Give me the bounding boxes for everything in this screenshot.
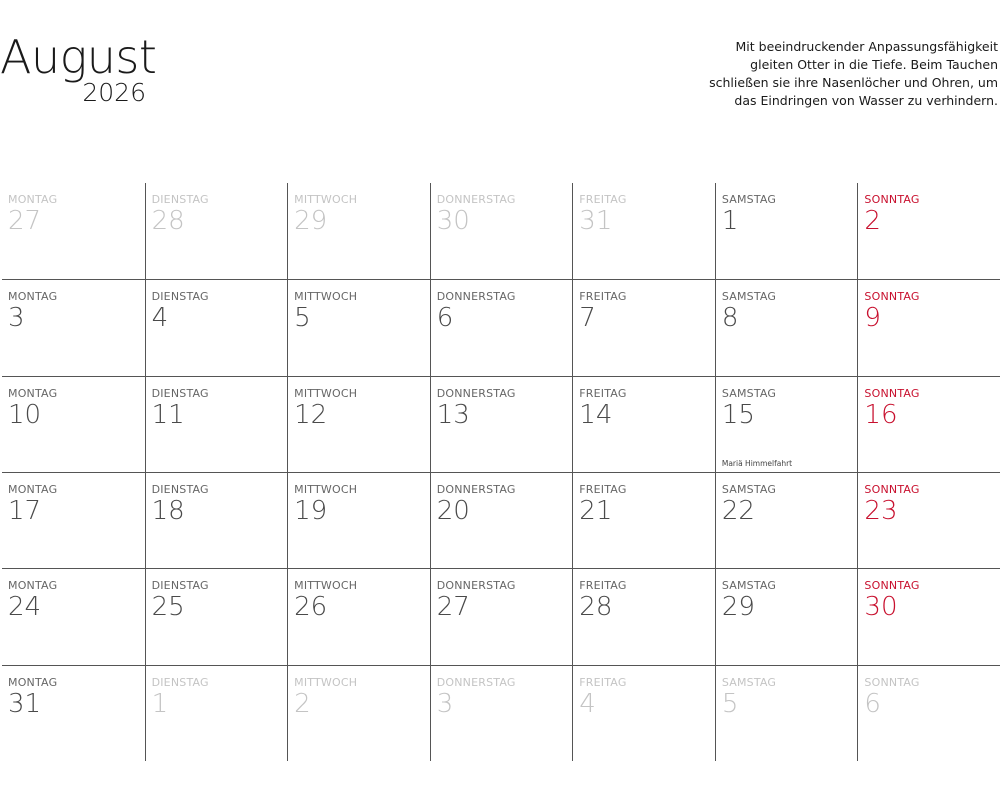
- month-title: August: [0, 30, 157, 84]
- day-cell[interactable]: [572, 665, 715, 761]
- weekday-label: MONTAG: [8, 675, 58, 689]
- weekday-label: FREITAG: [579, 483, 627, 496]
- day-cell[interactable]: [572, 376, 715, 472]
- day-cell[interactable]: [715, 665, 858, 761]
- day-number: 24: [8, 592, 42, 623]
- day-cell[interactable]: [287, 183, 430, 279]
- day-number: 19: [294, 496, 328, 526]
- day-number: 23: [864, 496, 898, 526]
- weekday-label: FREITAG: [579, 193, 627, 206]
- day-number: 10: [8, 399, 42, 430]
- calendar-grid: [2, 183, 1000, 761]
- day-number: 30: [864, 592, 898, 623]
- day-cell[interactable]: [715, 568, 858, 664]
- day-number: 4: [151, 303, 169, 334]
- day-number: 30: [436, 206, 470, 236]
- day-cell[interactable]: [715, 279, 858, 375]
- weekday-label: SAMSTAG: [721, 290, 777, 304]
- day-number: 21: [579, 496, 613, 526]
- weekday-label: DIENSTAG: [151, 193, 209, 206]
- day-number: 20: [436, 496, 470, 526]
- day-number: 31: [579, 206, 613, 236]
- weekday-label: SONNTAG: [864, 290, 920, 304]
- weekday-label: SAMSTAG: [721, 579, 777, 593]
- day-number: 5: [721, 688, 739, 719]
- day-cell[interactable]: [2, 279, 145, 375]
- day-number: 26: [294, 592, 328, 623]
- day-cell[interactable]: [715, 472, 858, 568]
- weekday-label: DONNERSTAG: [436, 290, 516, 304]
- otter-quote: Mit beeindruckender Anpassungsfähigkeit gleiten Otter in die Tiefe. Beim Tauchen schließen sie ihre Nasenlöcher und Ohren, um das Eindringen von Wasser zu verhindern.: [709, 39, 998, 108]
- day-cell[interactable]: [857, 183, 1000, 279]
- day-number: 29: [294, 206, 328, 236]
- day-cell[interactable]: [287, 472, 430, 568]
- weekday-label: MITTWOCH: [294, 675, 358, 689]
- day-cell[interactable]: [2, 568, 145, 664]
- day-cell[interactable]: [145, 183, 288, 279]
- day-cell[interactable]: [145, 376, 288, 472]
- day-number: 29: [721, 592, 755, 623]
- day-cell[interactable]: [145, 568, 288, 664]
- weekday-label: SONNTAG: [864, 386, 920, 400]
- weekday-label: MONTAG: [8, 579, 58, 593]
- day-number: 11: [151, 399, 185, 430]
- weekday-label: MITTWOCH: [294, 386, 358, 400]
- weekday-label: SONNTAG: [864, 193, 920, 206]
- weekday-label: SONNTAG: [864, 483, 920, 496]
- day-cell[interactable]: [857, 376, 1000, 472]
- day-cell[interactable]: [145, 279, 288, 375]
- weekday-label: MITTWOCH: [294, 193, 358, 206]
- weekday-label: DIENSTAG: [151, 290, 209, 304]
- day-number: 27: [436, 592, 470, 623]
- weekday-label: DONNERSTAG: [436, 675, 516, 689]
- day-cell[interactable]: [287, 376, 430, 472]
- day-number: 7: [579, 303, 596, 334]
- day-cell[interactable]: [145, 472, 288, 568]
- day-cell[interactable]: [572, 183, 715, 279]
- weekday-label: FREITAG: [579, 290, 627, 304]
- weekday-label: MONTAG: [8, 290, 58, 304]
- weekday-label: SAMSTAG: [721, 675, 777, 689]
- day-cell[interactable]: [430, 568, 573, 664]
- day-number: 16: [864, 399, 898, 430]
- weekday-label: MITTWOCH: [294, 579, 358, 593]
- weekday-label: DONNERSTAG: [436, 579, 516, 593]
- day-cell[interactable]: [430, 376, 573, 472]
- day-cell[interactable]: [572, 472, 715, 568]
- weekday-label: MITTWOCH: [294, 290, 358, 304]
- day-number: 9: [864, 303, 881, 334]
- day-number: 8: [721, 303, 739, 334]
- weekday-label: MONTAG: [8, 193, 58, 206]
- day-cell[interactable]: [2, 183, 145, 279]
- day-number: 6: [436, 303, 454, 334]
- weekday-label: DONNERSTAG: [436, 483, 516, 496]
- day-number: 27: [8, 206, 42, 236]
- day-number: 2: [864, 206, 881, 236]
- day-cell[interactable]: [430, 472, 573, 568]
- weekday-label: SONNTAG: [864, 675, 920, 689]
- day-number: 12: [294, 399, 328, 430]
- day-number: 15: [721, 399, 755, 430]
- day-number: 2: [294, 688, 311, 719]
- day-cell[interactable]: [430, 665, 573, 761]
- day-number: 6: [864, 688, 881, 719]
- weekday-label: SAMSTAG: [721, 386, 777, 400]
- weekday-label: DIENSTAG: [151, 483, 209, 496]
- year-title: 2026: [82, 78, 146, 107]
- weekday-label: SAMSTAG: [721, 193, 777, 206]
- holiday-label: Mariä Himmelfahrt: [721, 458, 793, 468]
- day-number: 17: [8, 496, 42, 526]
- day-cell[interactable]: [2, 472, 145, 568]
- day-cell[interactable]: [287, 568, 430, 664]
- day-cell[interactable]: [857, 568, 1000, 664]
- day-cell[interactable]: [2, 376, 145, 472]
- day-number: 1: [721, 206, 739, 236]
- day-cell[interactable]: [857, 279, 1000, 375]
- weekday-label: SONNTAG: [864, 579, 920, 593]
- weekday-label: DIENSTAG: [151, 386, 209, 400]
- day-number: 25: [151, 592, 185, 623]
- day-cell[interactable]: [287, 665, 430, 761]
- day-cell[interactable]: [2, 665, 145, 761]
- day-number: 14: [579, 399, 613, 430]
- day-cell[interactable]: [430, 279, 573, 375]
- day-cell[interactable]: [857, 472, 1000, 568]
- weekday-label: FREITAG: [579, 675, 627, 689]
- day-cell[interactable]: [715, 183, 858, 279]
- day-number: 5: [294, 303, 311, 334]
- day-number: 22: [721, 496, 755, 526]
- weekday-label: FREITAG: [579, 579, 627, 593]
- day-number: 3: [8, 303, 25, 334]
- day-cell[interactable]: [715, 376, 858, 472]
- day-number: 4: [579, 688, 596, 719]
- day-number: 13: [436, 399, 470, 430]
- day-number: 28: [151, 206, 185, 236]
- weekday-label: FREITAG: [579, 386, 627, 400]
- day-cell[interactable]: [572, 568, 715, 664]
- day-cell[interactable]: [572, 279, 715, 375]
- day-number: 18: [151, 496, 185, 526]
- day-number: 3: [436, 688, 454, 719]
- weekday-label: MONTAG: [8, 483, 58, 496]
- weekday-label: SAMSTAG: [721, 483, 777, 496]
- weekday-label: DONNERSTAG: [436, 386, 516, 400]
- day-cell[interactable]: [857, 665, 1000, 761]
- day-cell[interactable]: [145, 665, 288, 761]
- day-number: 28: [579, 592, 613, 623]
- weekday-label: MITTWOCH: [294, 483, 358, 496]
- day-cell[interactable]: [430, 183, 573, 279]
- weekday-label: DIENSTAG: [151, 675, 209, 689]
- day-number: 1: [151, 688, 169, 719]
- weekday-label: MONTAG: [8, 386, 58, 400]
- weekday-label: DIENSTAG: [151, 579, 209, 593]
- day-number: 31: [8, 688, 42, 719]
- day-cell[interactable]: [287, 279, 430, 375]
- weekday-label: DONNERSTAG: [436, 193, 516, 206]
